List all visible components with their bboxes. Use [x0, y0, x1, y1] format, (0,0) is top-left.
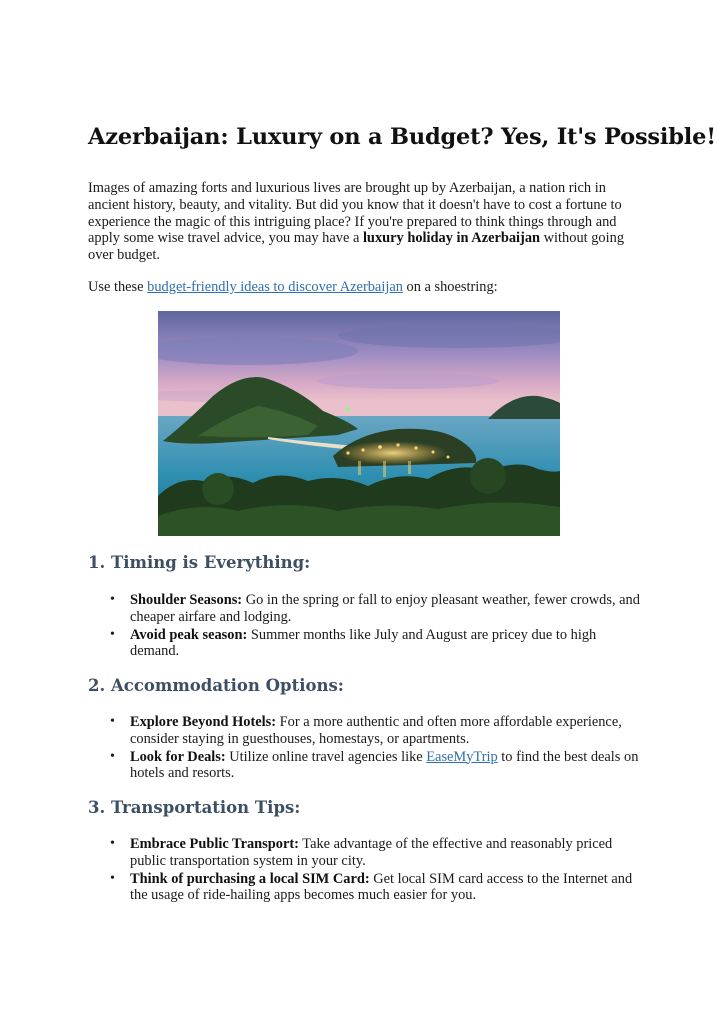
- list-item-label: Explore Beyond Hotels:: [130, 714, 277, 730]
- list-item-label: Shoulder Seasons:: [130, 592, 243, 608]
- list-item-label: Think of purchasing a local SIM Card:: [130, 870, 370, 887]
- transportation-list: [88, 836, 648, 905]
- bullet-icon: •: [110, 836, 115, 851]
- intro-paragraph: [88, 180, 633, 264]
- section-heading-transportation: 3. Transportation Tips:: [88, 798, 301, 817]
- list-item-text: Get local SIM card access to the Internet and the usage of ride-hailing apps becomes much easier for you.: [130, 870, 633, 904]
- list-item-text: Summer months like July and August are pricey due to high demand.: [130, 626, 597, 660]
- list-item-text: For a more authentic and often more affordable experience, consider staying in guesthouses, homestays, or apartments.: [130, 714, 622, 747]
- bullet-icon: •: [110, 714, 115, 729]
- intro-bold: luxury holiday in Azerbaijan: [362, 230, 541, 247]
- section-heading-accommodation: 2. Accommodation Options:: [88, 676, 344, 695]
- lead-paragraph: [88, 279, 633, 296]
- list-item-text: Utilize online travel agencies like: [225, 748, 427, 765]
- bullet-icon: •: [110, 626, 115, 642]
- list-item-label: Look for Deals:: [130, 748, 226, 765]
- page-title: Azerbaijan: Luxury on a Budget? Yes, It's Possible!: [88, 124, 716, 150]
- list-item: [88, 871, 648, 905]
- list-item: [88, 714, 648, 748]
- list-item: [88, 592, 648, 626]
- lead-text-end: on a shoestring:: [402, 279, 498, 295]
- lead-text: Use these: [88, 279, 148, 295]
- list-item-text: Go in the spring or fall to enjoy pleasant weather, fewer crowds, and cheaper airfare and lodging.: [130, 592, 640, 625]
- list-item: [88, 627, 648, 661]
- list-item: [88, 749, 648, 783]
- intro-text-end: without going over budget.: [88, 230, 625, 264]
- timing-list: [88, 592, 648, 661]
- list-item-label: Embrace Public Transport:: [130, 836, 299, 852]
- list-item: [88, 836, 648, 870]
- bullet-icon: •: [110, 870, 115, 886]
- bullet-icon: •: [110, 592, 115, 607]
- list-item-text: Take advantage of the effective and reasonably priced public transportation system in your city.: [130, 836, 613, 869]
- section-heading-timing: 1. Timing is Everything:: [88, 553, 311, 572]
- list-item-text-end: to find the best deals on hotels and resorts.: [130, 748, 639, 782]
- tropical-island-photo: [158, 311, 560, 536]
- budget-ideas-link[interactable]: budget-friendly ideas to discover Azerbaijan: [147, 279, 403, 295]
- easemytrip-link[interactable]: EaseMyTrip: [426, 748, 498, 765]
- intro-text: Images of amazing forts and luxurious lives are brought up by Azerbaijan, a nation rich in ancient history, beauty, and vitality. But did you know that it doesn't have to cost a fortune to experience the magic of this intriguing place? If you're prepared to think things through and apply some wise travel advice, you may have a: [88, 180, 622, 247]
- bullet-icon: •: [110, 748, 115, 764]
- list-item-label: Avoid peak season:: [130, 626, 248, 643]
- accommodation-list: [88, 714, 648, 783]
